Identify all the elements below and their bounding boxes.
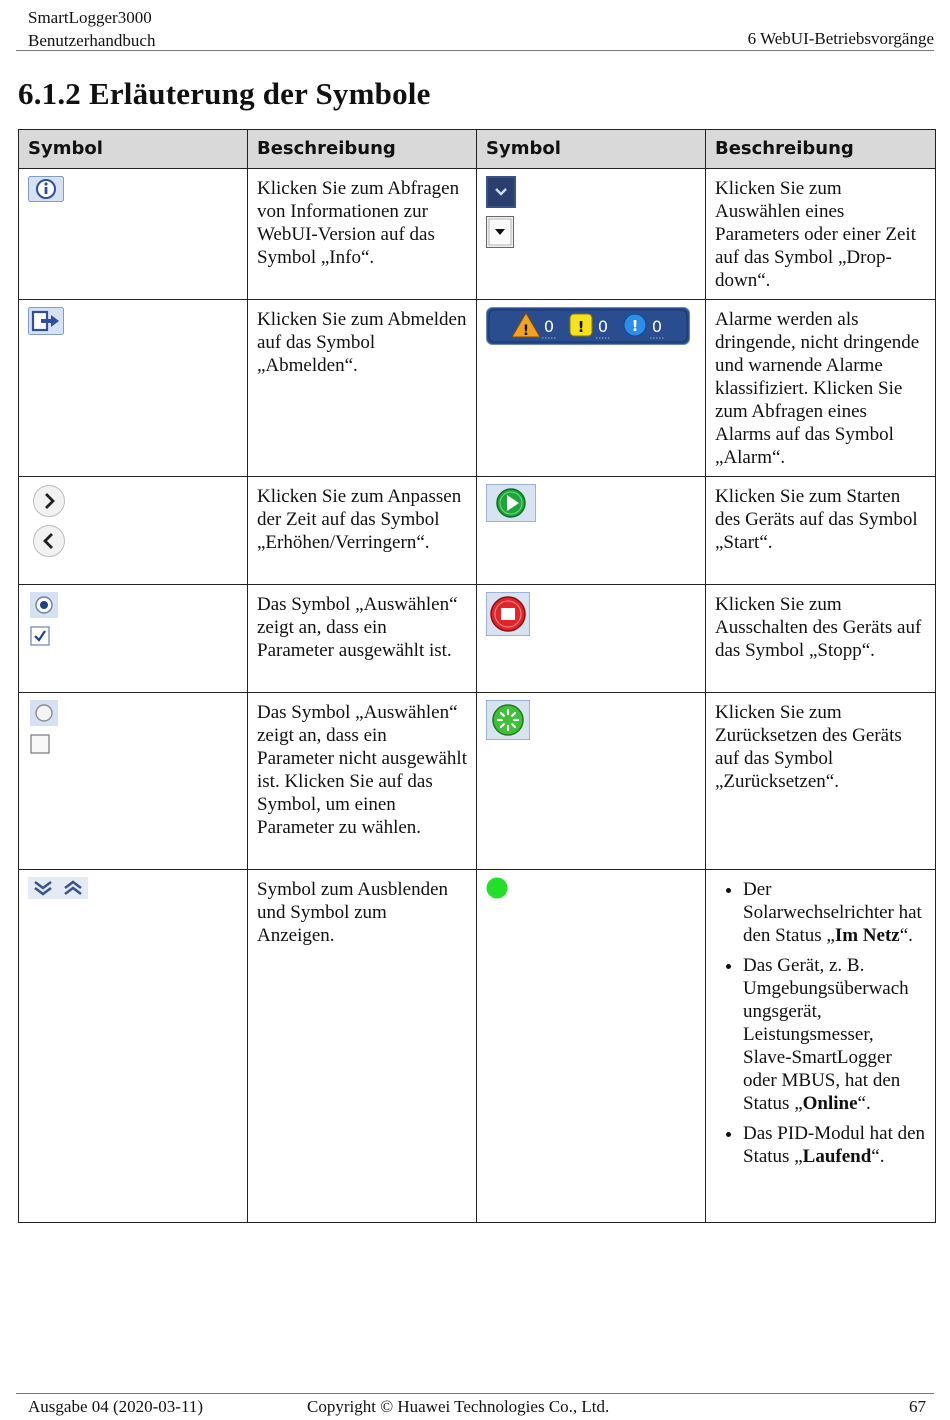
symbol-cell [477,870,706,1223]
header-left [28,6,155,52]
chevron-right-icon [32,484,66,518]
description-cell: Klicken Sie zum Starten des Geräts auf das Symbol „Start“. [706,477,936,585]
chevron-left-icon [32,524,66,558]
expand-icon [58,877,88,899]
stop-icon [486,592,530,636]
table-header-row [19,130,936,169]
checkbox-checked-icon [30,626,50,646]
symbol-cell [19,477,248,585]
alarm-count-important: 0 [597,317,609,336]
description-cell: Klicken Sie zum Auswählen eines Parameters oder einer Zeit auf das Symbol „Drop-down“. [706,169,936,300]
description-cell: Klicken Sie zum Zurücksetzen des Geräts auf das Symbol „Zurücksetzen“. [706,693,936,870]
table-row [19,300,936,477]
status-list [715,878,926,1168]
col-header-symbol: Symbol [19,130,248,169]
symbol-cell [477,585,706,693]
radio-selected-icon [30,592,58,618]
reset-icon [486,700,530,740]
page-number: 67 [909,1397,926,1416]
dropdown-light-icon [486,216,514,248]
logout-icon [28,307,64,335]
col-header-description: Beschreibung [706,130,936,169]
svg-text:!: ! [631,317,639,335]
description-cell: Klicken Sie zum Anpassen der Zeit auf das Symbol „Erhöhen/Verringern“. [248,477,477,585]
list-item: • Der Solarwechselrichter hat den Status „Im Netz“. [743,878,926,947]
col-header-description: Beschreibung [248,130,477,169]
radio-unselected-icon [30,700,58,726]
description-cell: Symbol zum Ausblenden und Symbol zum Anzeigen. [248,870,477,1223]
table-row [19,169,936,300]
section-title: 6.1.2 Erläuterung der Symbole [18,76,431,111]
symbol-cell [477,169,706,300]
table-row [19,585,936,693]
symbol-cell [19,870,248,1223]
svg-text:!: ! [577,318,585,336]
footer-edition: Ausgabe 04 (2020-03-11) [28,1397,203,1416]
start-icon [486,484,536,522]
description-cell: Klicken Sie zum Ausschalten des Geräts auf das Symbol „Stopp“. [706,585,936,693]
product-name: SmartLogger3000 [28,8,152,27]
list-item: • Das Gerät, z. B. Umgebungsüberwach ungsgerät, Leistungsmesser, Slave-SmartLogger oder MBUS, hat den Status „Online“. [743,954,926,1115]
doc-type: Benutzerhandbuch [28,31,156,50]
checkbox-unchecked-icon [30,734,50,754]
symbol-cell [19,169,248,300]
description-cell: Alarme werden als dringende, nicht dringende und warnende Alarme klassifiziert. Klicken Sie zum Abfragen eines Alarms auf das Symbol „Alarm“. [706,300,936,477]
info-icon [28,176,64,202]
description-cell: Klicken Sie zum Abfragen von Informationen zur WebUI-Version auf das Symbol „Info“. [248,169,477,300]
symbol-cell [19,693,248,870]
alarm-count-urgent: 0 [543,317,555,336]
list-item: • Das PID-Modul hat den Status „Laufend“. [743,1122,926,1168]
description-cell: Das Symbol „Auswählen“ zeigt an, dass ein Parameter nicht ausgewählt ist. Klicken Sie auf das Symbol, um einen Parameter zu wählen. [248,693,477,870]
footer-copyright: Copyright © Huawei Technologies Co., Ltd. [307,1397,610,1416]
collapse-icon [28,877,58,899]
table-row [19,477,936,585]
description-cell: Klicken Sie zum Abmelden auf das Symbol „Abmelden“. [248,300,477,477]
green-status-dot-icon [486,877,508,899]
table-row [19,693,936,870]
chapter-title: 6 WebUI-Betriebsvorgänge [747,29,934,48]
description-cell [706,870,936,1223]
table-row [19,870,936,1223]
footer-divider [16,1393,934,1394]
dropdown-dark-icon [486,176,516,208]
symbol-cell [477,693,706,870]
symbol-cell [477,477,706,585]
symbol-table [18,129,936,1223]
description-cell: Das Symbol „Auswählen“ zeigt an, dass ein Parameter ausgewählt ist. [248,585,477,693]
symbol-cell [477,300,706,477]
alarm-bar-icon [486,307,690,345]
symbol-cell [19,300,248,477]
header-divider [16,50,934,51]
svg-text:!: ! [522,323,530,339]
alarm-count-minor: 0 [651,317,663,336]
symbol-cell [19,585,248,693]
col-header-symbol: Symbol [477,130,706,169]
